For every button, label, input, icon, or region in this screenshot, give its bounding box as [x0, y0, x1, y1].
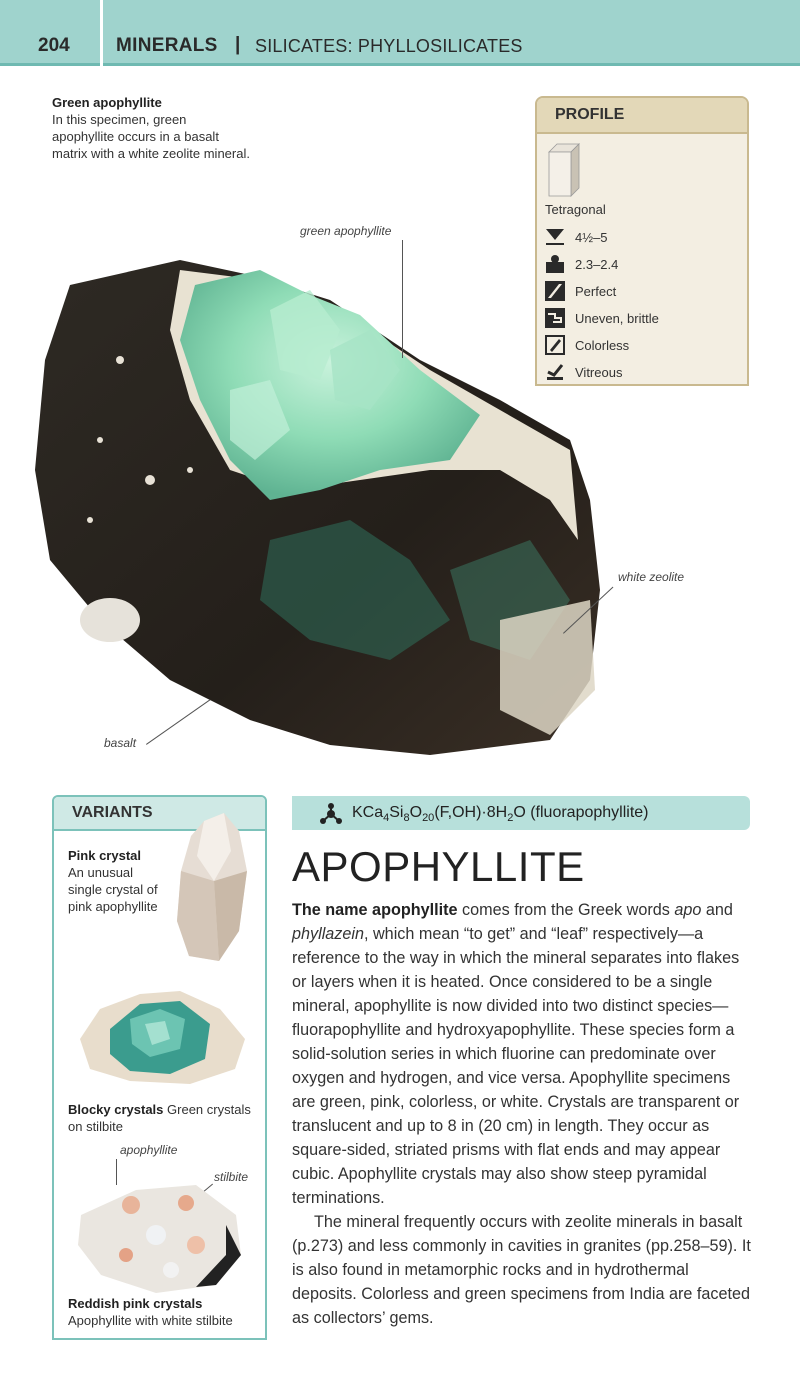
apophyllite-specimen-image: [30, 240, 610, 760]
hardness-value: 4½–5: [575, 229, 608, 245]
profile-box: [535, 96, 749, 386]
specimen-caption: [52, 94, 252, 162]
variant-blocky-title: Blocky crystals: [68, 1102, 164, 1117]
cleavage-icon: [545, 281, 565, 301]
variant-reddish-caption: [68, 1295, 258, 1329]
variant-blocky-caption: [68, 1101, 258, 1135]
variants-box: [52, 795, 267, 1340]
tetragonal-crystal-icon: [545, 142, 585, 198]
header-divider: [100, 0, 103, 66]
label-green-apophyllite: green apophyllite: [300, 224, 392, 238]
profile-row-streak: [545, 334, 629, 356]
label-apophyllite: apophyllite: [120, 1143, 178, 1157]
profile-row-hardness: [545, 226, 608, 248]
reddish-pink-crystals-image: [76, 1175, 246, 1295]
specimen-caption-text: In this specimen, green apophyllite occurs in a basalt matrix with a white zeolite mineral.: [52, 112, 250, 161]
fracture-icon: [545, 308, 565, 328]
description-text: [292, 898, 754, 1330]
profile-row-cleavage: [545, 280, 616, 302]
description-paragraph-1: The name apophyllite comes from the Greek words apo and phyllazein, which mean “to get” and “leaf” respectively—a reference to the way in which the mineral separates into flakes or layers when it is heated. Once considered to be a single mineral, apophyllite is now divided into two distinct species—fluorapophyllite and hydroxyapophyllite. These species form a solid-solution series in which fluorine can predominate over oxygen and hydrogen, and vice versa. Apophyllite specimens are green, pink, colorless, or white. Crystals are transparent or translucent and up to 8 in (20 cm) in length. They occur as square-sided, striated prisms with flat ends and may appear cubic. Apophyllite crystals may also show steep pyramidal terminations.: [292, 901, 740, 1207]
leader-green-apophyllite: [402, 240, 403, 358]
hardness-icon: [545, 227, 565, 247]
label-basalt: basalt: [104, 736, 137, 750]
streak-icon: [545, 335, 565, 355]
blocky-crystals-image: [70, 979, 250, 1089]
variant-blocky-text: Green crystals on stilbite: [68, 1102, 251, 1134]
variant-pink-title: Pink crystal: [68, 848, 141, 863]
crystal-system: Tetragonal: [545, 202, 606, 217]
page-number: 204: [38, 35, 70, 56]
variants-heading: VARIANTS: [54, 797, 265, 831]
streak-value: Colorless: [575, 337, 630, 353]
profile-row-fracture: [545, 307, 659, 329]
variant-reddish-text: Apophyllite with white stilbite: [68, 1313, 233, 1328]
molecule-icon: [320, 803, 342, 825]
section-title: MINERALS: [116, 35, 218, 56]
variant-pink-caption: [68, 847, 158, 915]
luster-value: Vitreous: [575, 364, 623, 380]
cleavage-value: Perfect: [575, 283, 617, 299]
label-stilbite: stilbite: [214, 1170, 249, 1184]
profile-row-luster: [545, 361, 622, 383]
page-header: [0, 0, 800, 66]
fracture-value: Uneven, brittle: [575, 310, 659, 326]
specimen-caption-title: Green apophyllite: [52, 95, 162, 110]
profile-heading: PROFILE: [537, 98, 747, 134]
specific-gravity-icon: [545, 254, 565, 274]
variant-pink-text: An unusual single crystal of pink apophyllite: [68, 865, 158, 914]
chemical-formula-band: [292, 796, 750, 830]
subsection-title: SILICATES: PHYLLOSILICATES: [255, 36, 523, 56]
header-separator: |: [235, 34, 241, 55]
profile-row-specific-gravity: [545, 253, 618, 275]
variant-reddish-title: Reddish pink crystals: [68, 1296, 203, 1311]
label-white-zeolite: white zeolite: [618, 570, 685, 584]
description-paragraph-2: The mineral frequently occurs with zeolite minerals in basalt (p.273) and less commonly in cavities in granites (pp.258–59). It is also found in metamorphic rocks and in hydrothermal deposits. Colorless and green specimens from India are faceted as collectors’ gems.: [292, 1213, 751, 1327]
mineral-title: APOPHYLLITE: [292, 843, 585, 890]
specific-gravity-value: 2.3–2.4: [575, 256, 619, 272]
chemical-formula: $KCa_4Si_8O_{20}(F,OH)\cdot 8H_2O$ (fluorapophyllite): [352, 804, 649, 825]
luster-icon: [545, 362, 565, 382]
pink-crystal-image: [169, 811, 259, 971]
